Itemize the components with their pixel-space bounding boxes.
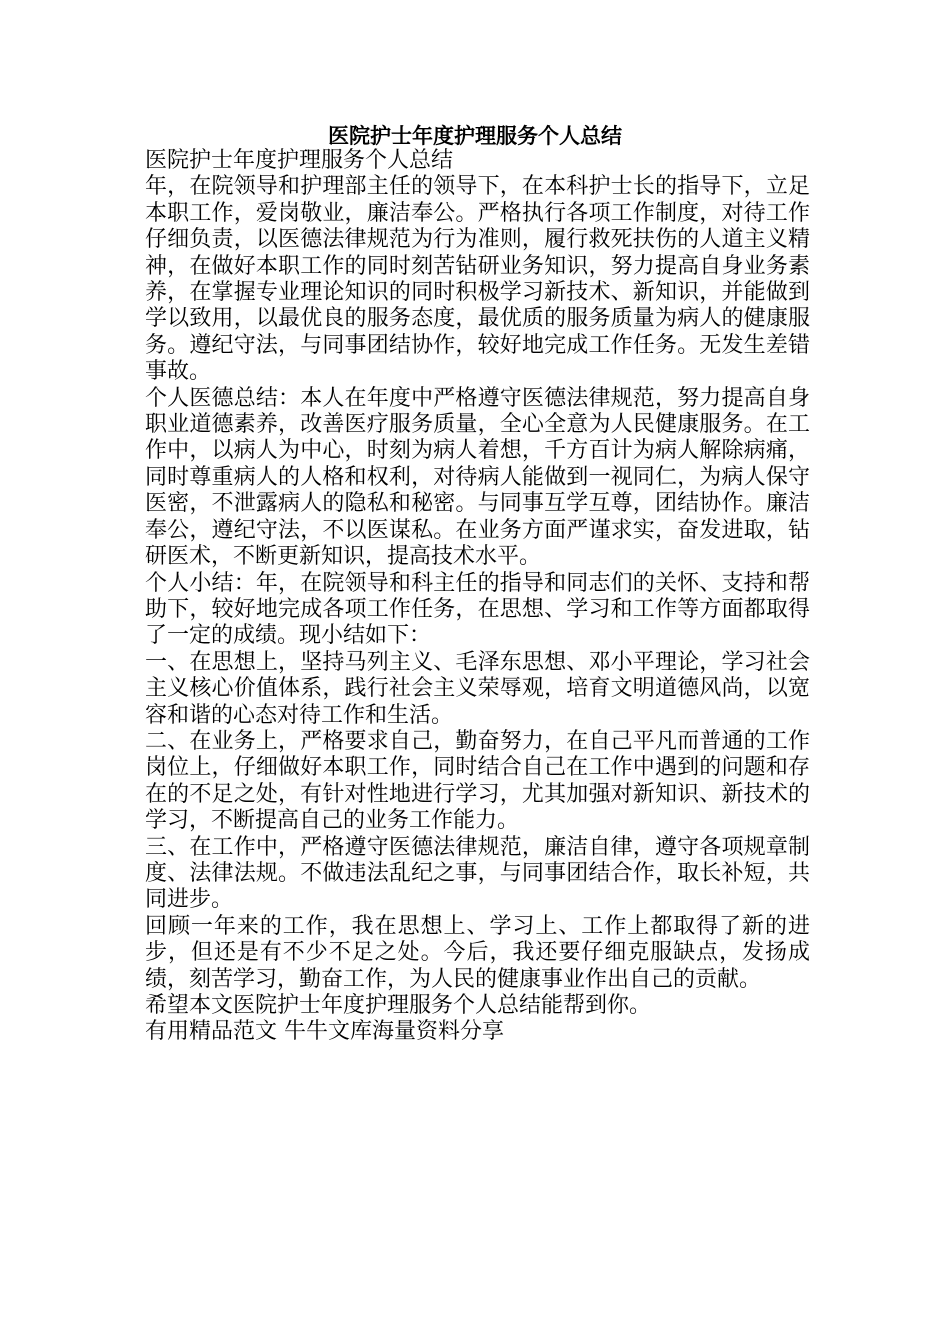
paragraph-subtitle: 医院护士年度护理服务个人总结 <box>145 148 454 173</box>
document-body <box>145 148 810 1046</box>
paragraph-point-three: 三、在工作中，严格遵守医德法律规范，廉洁自律，遵守各项规章制度、法律法规。不做违法乱纪之事，与同事团结合作，取长补短，共同进步。 <box>145 834 810 913</box>
paragraph-closing: 希望本文医院护士年度护理服务个人总结能帮到你。 <box>145 993 652 1018</box>
paragraph-intro: 年，在院领导和护理部主任的领导下，在本科护士长的指导下，立足本职工作，爱岗敬业，廉洁奉公。严格执行各项工作制度，对待工作仔细负责，以医德法律规范为行为准则，履行救死扶伤的人道主义精神，在做好本职工作的同时刻苦钻研业务知识，努力提高自身业务素养，在掌握专业理论知识的同时积极学习新技术、新知识，并能做到学以致用，以最优良的服务态度，最优质的服务质量为病人的健康服务。遵纪守法，与同事团结协作，较好地完成工作任务。无发生差错事故。 <box>145 174 810 385</box>
paragraph-point-two: 二、在业务上，严格要求自己，勤奋努力，在自己平凡而普通的工作岗位上，仔细做好本职工作，同时结合自己在工作中遇到的问题和存在的不足之处，有针对性地进行学习，尤其加强对新知识、新技术的学习，不断提高自己的业务工作能力。 <box>145 728 810 834</box>
document-title: 医院护士年度护理服务个人总结 <box>328 124 622 148</box>
paragraph-review: 回顾一年来的工作，我在思想上、学习上、工作上都取得了新的进步，但还是有不少不足之处。今后，我还要仔细克服缺点，发扬成绩，刻苦学习，勤奋工作，为人民的健康事业作出自己的贡献。 <box>145 913 810 992</box>
paragraph-personal-summary: 个人小结：年，在院领导和科主任的指导和同志们的关怀、支持和帮助下，较好地完成各项工作任务，在思想、学习和工作等方面都取得了一定的成绩。现小结如下： <box>145 570 810 649</box>
paragraph-ethics-summary: 个人医德总结：本人在年度中严格遵守医德法律规范，努力提高自身职业道德素养，改善医疗服务质量，全心全意为人民健康服务。在工作中，以病人为中心，时刻为病人着想，千方百计为病人解除病痛，同时尊重病人的人格和权利，对待病人能做到一视同仁，为病人保守医密，不泄露病人的隐私和秘密。与同事互学互尊，团结协作。廉洁奉公，遵纪守法，不以医谋私。在业务方面严谨求实，奋发进取，钻研医术，不断更新知识，提高技术水平。 <box>145 385 810 570</box>
paragraph-footer: 有用精品范文 牛牛文库海量资料分享 <box>145 1019 504 1045</box>
paragraph-point-one: 一、在思想上，坚持马列主义、毛泽东思想、邓小平理论，学习社会主义核心价值体系，践行社会主义荣辱观，培育文明道德风尚，以宽容和谐的心态对待工作和生活。 <box>145 649 810 728</box>
